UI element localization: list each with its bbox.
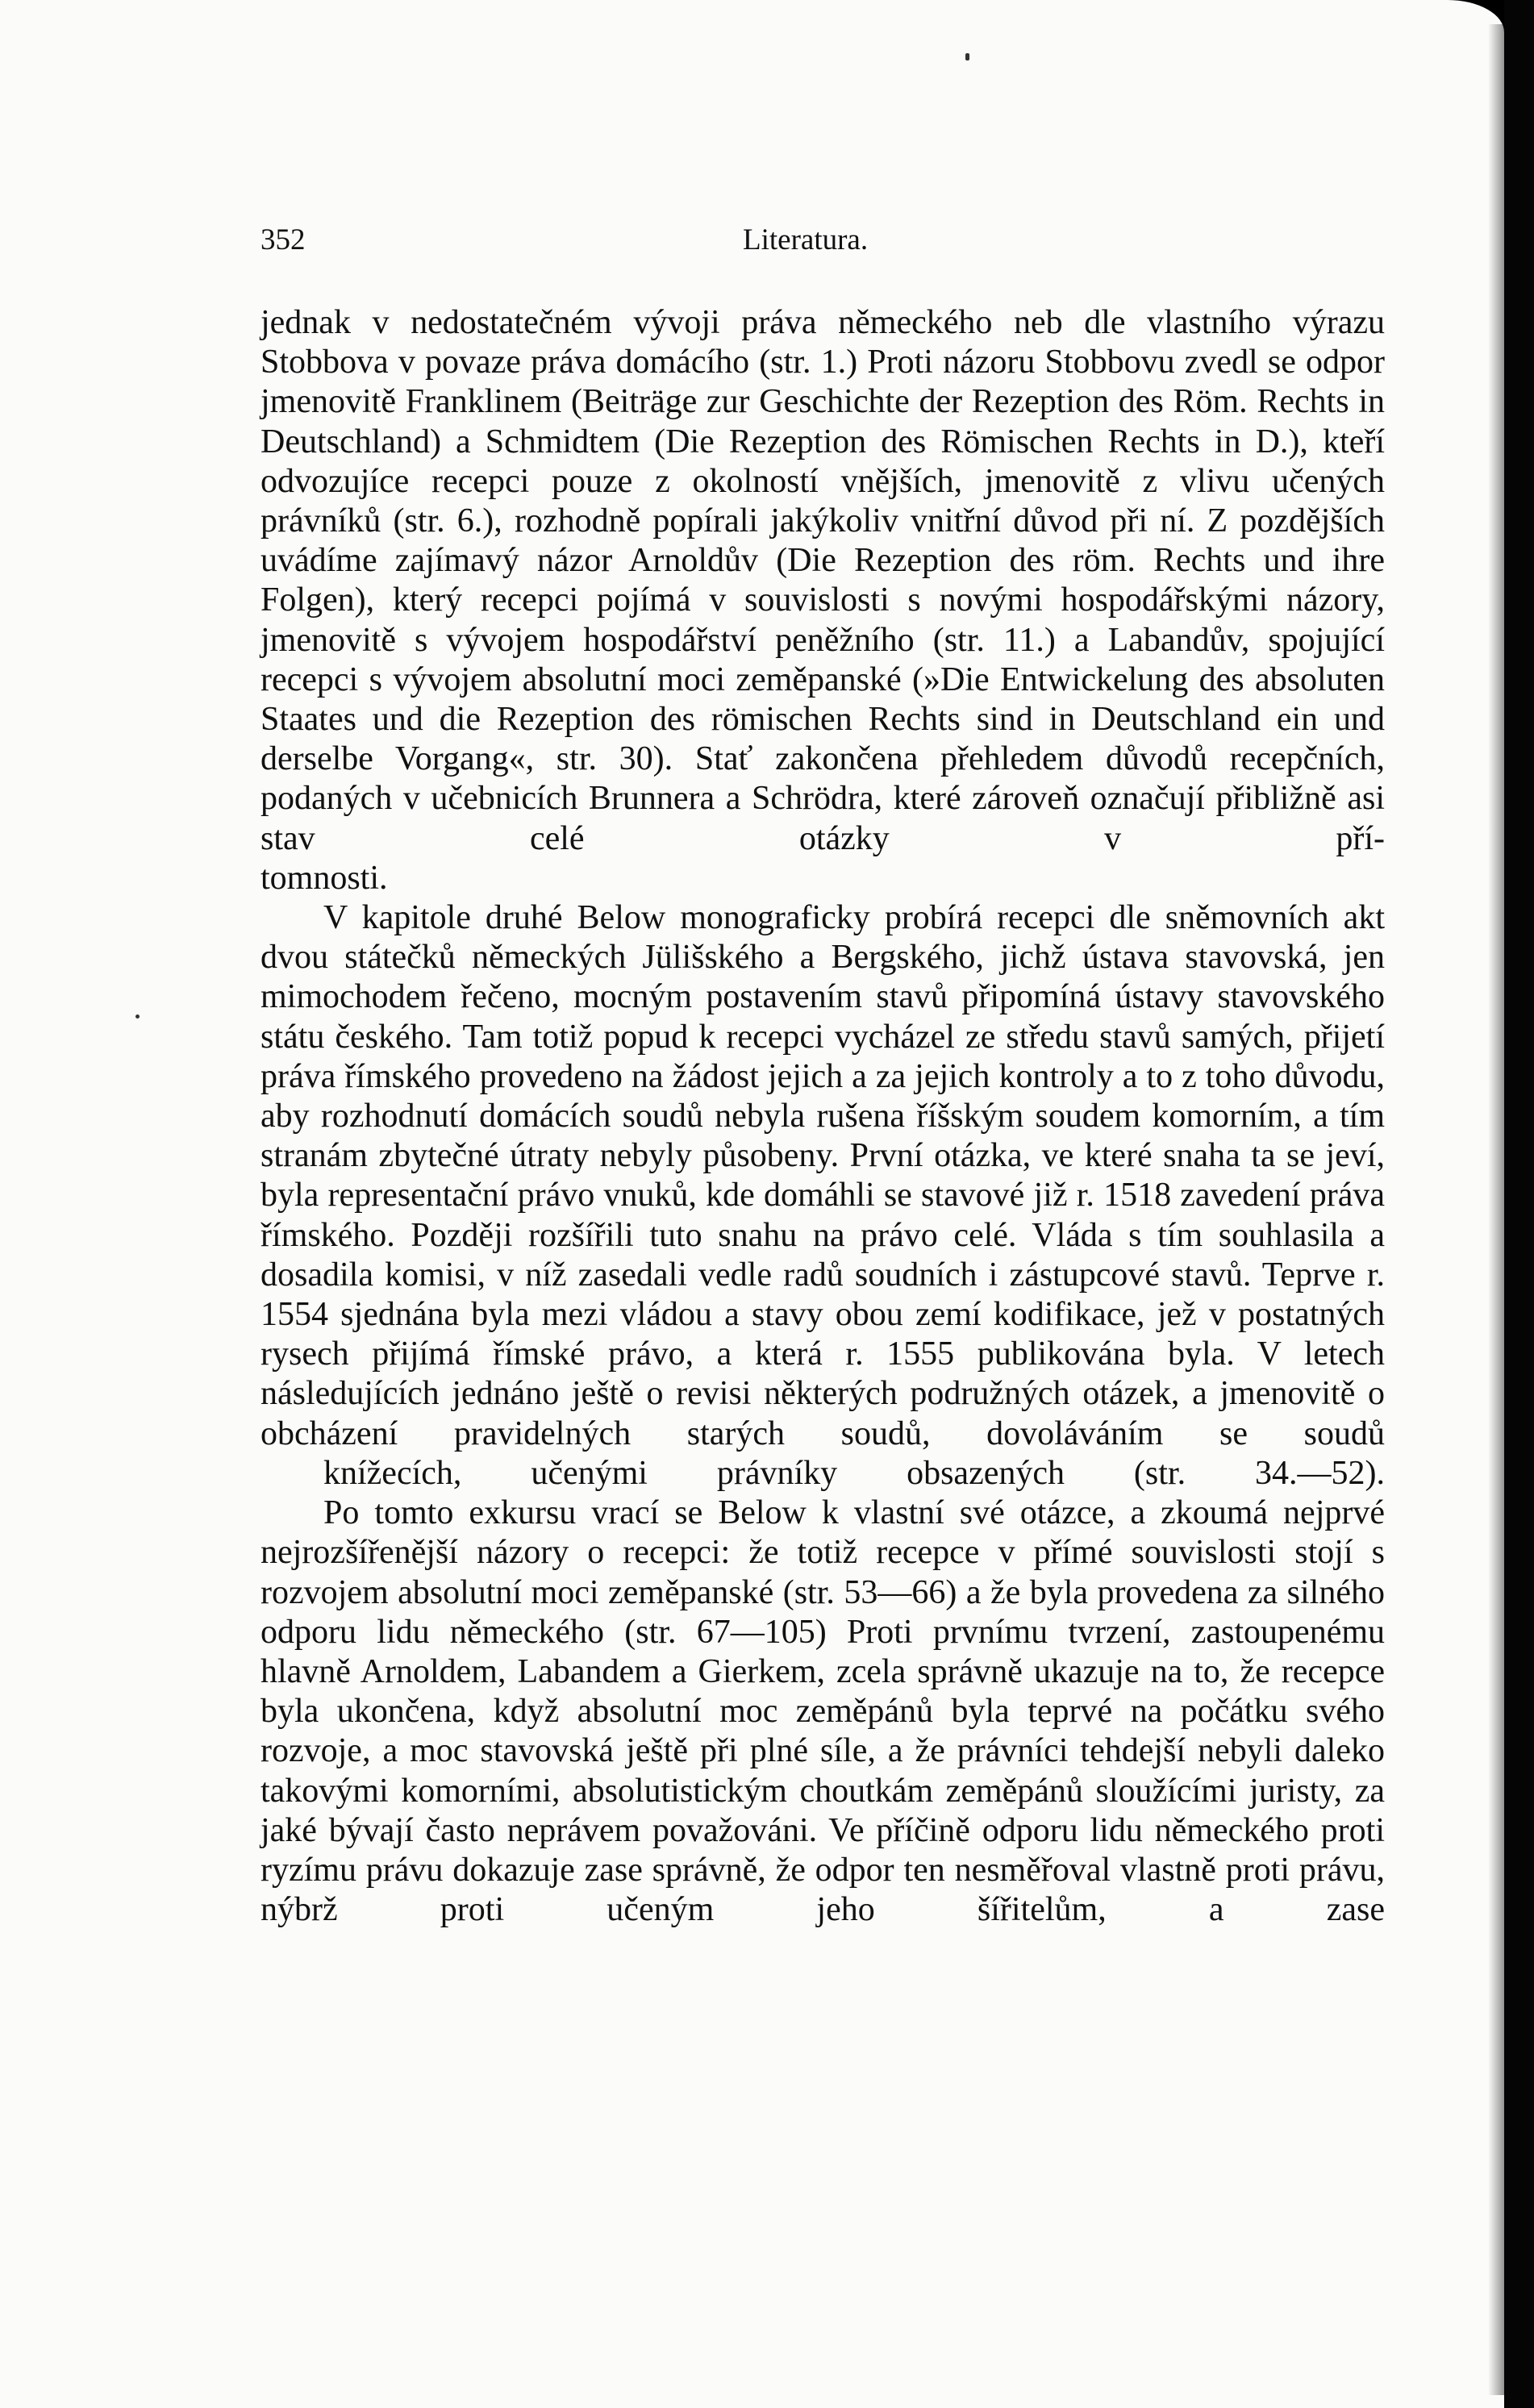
scan-speck <box>965 53 969 60</box>
body-text <box>261 303 1385 1930</box>
page-number: 352 <box>261 223 306 256</box>
page-header <box>261 223 1390 263</box>
running-title: Literatura. <box>743 223 869 256</box>
paragraph-2 <box>261 898 1385 1494</box>
scan-border <box>1504 0 1534 2408</box>
paragraph-2-last-line: knížecích, učenými právníky obsazených (str. 34.—52). <box>323 1454 1385 1492</box>
paragraph-3-text: Po tomto exkursu vrací se Below k vlastní své otázce, a zkoumá nejprvé nejrozšířenější názory o recepci: že totiž recepce v přímé souvislosti stojí s rozvojem absolutní moci zeměpanské (str. 53—66) a že byla provedena za silného odporu lidu německého (str. 67—105) Proti prvnímu tvrzení, zastoupenému hlavně Arnoldem, Labandem a Gierkem, zcela správně ukazuje na to, že recepce byla ukončena, když absolutní moc zeměpánů byla teprvé na počátku svého rozvoje, a moc stavovská ještě při plné síle, a že právníci tehdejší nebyli daleko takovými komorními, absolutistickým choutkám zeměpánů sloužícími juristy, za jaké bývají často neprávem považováni. Ve příčině odporu lidu německého proti ryzímu právu dokazuje zase správně, že odpor ten nesměřoval vlastně proti právu, nýbrž proti učeným jeho šířitelům, a zase <box>261 1494 1385 1929</box>
paragraph-2-text: V kapitole druhé Below monograficky probírá recepci dle sněmovních akt dvou státečků německých Jülišského a Bergského, jichž ústava stavovská, jen mimochodem řečeno, mocným postavením stavů připomíná ústavy stavovského státu českého. Tam totiž popud k recepci vycházel ze středu stavů samých, přijetí práva římského provedeno na žádost jejich a za jejich kontroly a to z toho důvodu, aby rozhodnutí domácích soudů nebyla rušena říšským soudem komorním, a tím stranám zbytečné útraty nebyly působeny. První otázka, ve které snaha ta se jeví, byla representační právo vnuků, kde domáhli se stavové již r. 1518 zavedení práva římského. Později rozšířili tuto snahu na právo celé. Vláda s tím souhlasila a dosadila komisi, v níž zasedali vedle radů soudních i zástupcové stavů. Teprve r. 1554 sjednána byla mezi vládou a stavy obou zemí kodifikace, jež v postatných rysech přijímá římské právo, a která r. 1555 publikována byla. V letech následujících jednáno ještě o revisi některých podružných otázek, a jmenovitě o obcházení pravidelných starých soudů, dovoláváním se soudů <box>261 899 1385 1452</box>
paragraph-1 <box>261 303 1385 898</box>
paragraph-3 <box>261 1494 1385 1930</box>
paragraph-1-text: jednak v nedostatečném vývoji práva německého neb dle vlastního výrazu Stobbova v povaze práva domácího (str. 1.) Proti názoru Stobbovu zvedl se odpor jmenovitě Franklinem (Beiträge zur Geschichte der Rezeption des Röm. Rechts in Deutschland) a Schmidtem (Die Rezeption des Römischen Rechts in D.), kteří odvozujíce recepci pouze z okolností vnějších, jmenovitě z vlivu učených právníků (str. 6.), rozhodně popírali jakýkoliv vnitřní důvod při ní. Z pozdějších uvádíme zajímavý názor Arnoldův (Die Rezeption des röm. Rechts und ihre Folgen), který recepci pojímá v souvislosti s novými hospodářskými názory, jmenovitě s vývojem hospodářství peněžního (str. 11.) a Labandův, spojující recepci s vývojem absolutní moci zeměpanské (»Die Entwickelung des absoluten Staates und die Rezeption des römischen Rechts sind in Deutschland ein und derselbe Vorgang«, str. 30). Stať zakončena přehledem důvodů recepčních, podaných v učebnicích Brunnera a Schrödra, které zároveň označují přibližně asi stav celé otázky v pří- <box>261 304 1385 857</box>
margin-mark <box>135 1014 140 1019</box>
page-edge-shadow <box>1488 24 1506 2395</box>
paragraph-1-last-line: tomnosti. <box>261 859 388 897</box>
